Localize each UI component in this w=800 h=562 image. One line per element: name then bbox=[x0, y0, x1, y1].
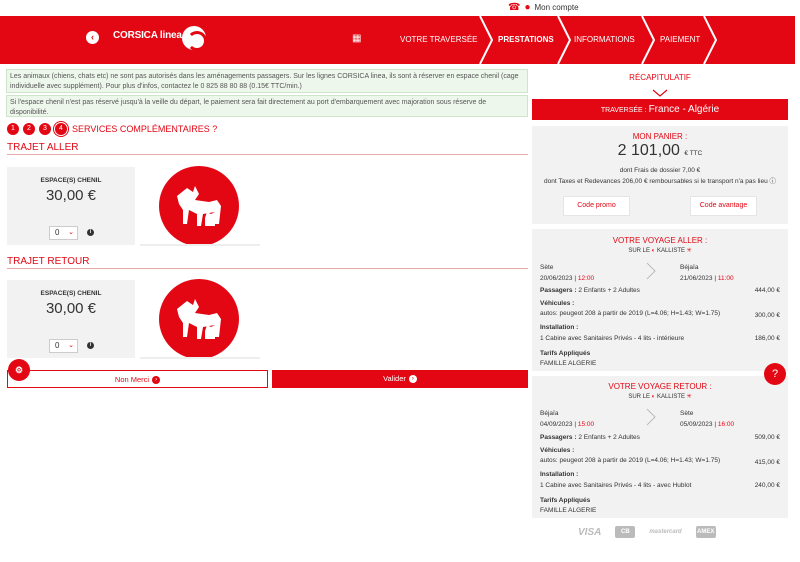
install-label-row bbox=[540, 471, 780, 478]
departure-port bbox=[540, 264, 594, 282]
amex-icon: AMEX bbox=[696, 526, 716, 538]
chevron-down-icon[interactable] bbox=[652, 84, 668, 92]
step-traversee[interactable]: VOTRE TRAVERSÉE bbox=[400, 35, 478, 44]
row-value: autos: peugeot 208 à partir de 2019 (L=4.06; H=1.43; W=1.75) bbox=[540, 457, 721, 464]
row-amount: 186,00 € bbox=[754, 335, 780, 342]
row-value: 1 Cabine avec Sanitaires Privés - 4 lits - avec Hublot bbox=[540, 482, 692, 489]
payment-methods bbox=[578, 526, 716, 538]
mastercard-icon: mastercard bbox=[649, 529, 682, 535]
substep-title: SERVICES COMPLÉMENTAIRES ? bbox=[72, 124, 218, 134]
row-label: Passagers : bbox=[540, 434, 577, 441]
install-label-row bbox=[540, 324, 780, 331]
substep-indicator bbox=[7, 123, 217, 135]
kennel-quantity-select[interactable] bbox=[49, 339, 78, 353]
ship-line bbox=[532, 393, 788, 400]
vehicles-row bbox=[540, 310, 780, 317]
port-time: 16:00 bbox=[717, 421, 735, 428]
star-icon: ✳ bbox=[686, 248, 692, 254]
kennel-label: ESPACE(S) CHENIL bbox=[40, 290, 102, 297]
step-prestations[interactable]: PRESTATIONS bbox=[498, 35, 554, 44]
recap-title[interactable]: RÉCAPITULATIF bbox=[629, 73, 691, 82]
row-label: Tarifs Appliqués bbox=[540, 497, 591, 504]
chevron-down-icon: ⌄ bbox=[68, 342, 74, 349]
trip-title: VOTRE VOYAGE RETOUR : bbox=[608, 382, 712, 391]
dog-cat-icon bbox=[159, 166, 239, 246]
account-link[interactable] bbox=[508, 2, 579, 13]
chevron-down-icon: ⌄ bbox=[68, 229, 74, 236]
outbound-section-title: TRAJET ALLER bbox=[7, 142, 528, 155]
ship-logo-icon: ◐ bbox=[651, 394, 656, 400]
departure-port bbox=[540, 410, 594, 428]
substep-4[interactable]: 4 bbox=[55, 123, 67, 135]
tariff-label-row bbox=[540, 497, 780, 504]
divider bbox=[140, 357, 260, 359]
ship-prefix: SUR LE bbox=[628, 394, 650, 400]
promo-code-button[interactable]: Code promo bbox=[563, 196, 630, 216]
port-name: Béjaïa bbox=[540, 410, 559, 417]
passengers-row bbox=[540, 287, 780, 294]
install-row bbox=[540, 335, 780, 342]
port-time: 15:00 bbox=[577, 421, 595, 428]
back-icon[interactable]: ‹ bbox=[86, 31, 99, 44]
cb-icon: CB bbox=[615, 526, 635, 538]
row-value: 1 Cabine avec Sanitaires Privés - 4 lits - intérieure bbox=[540, 335, 685, 342]
row-label: Installation : bbox=[540, 471, 579, 478]
no-thanks-label: Non Merci bbox=[114, 375, 150, 384]
quantity-value: 0 bbox=[55, 341, 60, 350]
port-date: 20/06/2023 | bbox=[540, 275, 577, 282]
tariff-row bbox=[540, 507, 780, 514]
step-separator-icon bbox=[478, 16, 494, 64]
trip-title: VOTRE VOYAGE ALLER : bbox=[612, 236, 708, 245]
kennel-quantity-select[interactable] bbox=[49, 226, 78, 240]
ship-name: KALLISTE bbox=[656, 248, 685, 254]
row-value: autos: peugeot 208 à partir de 2019 (L=4.06; H=1.43; W=1.75) bbox=[540, 310, 721, 317]
outbound-trip-panel bbox=[532, 229, 788, 371]
port-date: 04/09/2023 | bbox=[540, 421, 577, 428]
calendar-icon[interactable]: ▦ bbox=[352, 33, 362, 44]
row-value: 2 Enfants + 2 Adultes bbox=[578, 287, 640, 294]
step-separator-icon bbox=[556, 16, 572, 64]
step-separator-icon bbox=[702, 16, 718, 64]
no-thanks-button[interactable] bbox=[7, 370, 268, 388]
chevron-right-icon: › bbox=[152, 376, 160, 384]
row-amount: 300,00 € bbox=[754, 312, 780, 319]
star-icon: ✳ bbox=[686, 394, 692, 400]
animals-notice: Les animaux (chiens, chats etc) ne sont pas autorisés dans les aménagements passagers. Sur les lignes CORSICA linea, ils sont à réserver en espace chenil (cage individuelle avec supplément). Pour plus d'infos, contactez le 0 825 88 80 88 (0.15€ TTC/min.) bbox=[6, 69, 528, 93]
row-amount: 240,00 € bbox=[754, 482, 780, 489]
validate-label: Valider bbox=[383, 374, 406, 383]
step-separator-icon bbox=[640, 16, 656, 64]
logo-mark-icon bbox=[182, 26, 206, 50]
user-icon: ● bbox=[524, 2, 531, 13]
info-icon[interactable]: ⓘ bbox=[769, 178, 776, 185]
help-button[interactable]: ? bbox=[764, 363, 786, 385]
fees-line: dont Frais de dossier 7,00 € bbox=[619, 167, 701, 174]
ship-prefix: SUR LE bbox=[628, 248, 650, 254]
substep-2[interactable]: 2 bbox=[23, 123, 35, 135]
install-row bbox=[540, 482, 780, 489]
substep-3[interactable]: 3 bbox=[39, 123, 51, 135]
row-amount: 444,00 € bbox=[754, 287, 780, 294]
phone-icon[interactable]: ☎ bbox=[508, 2, 521, 13]
account-label[interactable]: Mon compte bbox=[534, 3, 579, 12]
row-value: 2 Enfants + 2 Adultes bbox=[578, 434, 640, 441]
arrow-right-icon bbox=[646, 408, 656, 426]
traversee-prefix: TRAVERSÉE : bbox=[600, 107, 647, 114]
traversee-route: France - Algérie bbox=[648, 104, 720, 115]
row-label: Installation : bbox=[540, 324, 579, 331]
outbound-kennel-card bbox=[7, 167, 135, 245]
dog-cat-icon bbox=[159, 279, 239, 359]
step-informations[interactable]: INFORMATIONS bbox=[574, 35, 635, 44]
row-label: Véhicules : bbox=[540, 447, 575, 454]
logo[interactable]: CORSICA linea bbox=[113, 30, 182, 41]
row-label: Passagers : bbox=[540, 287, 577, 294]
row-label: Véhicules : bbox=[540, 300, 575, 307]
arrival-port bbox=[680, 264, 734, 282]
return-trip-panel bbox=[532, 376, 788, 518]
step-paiement[interactable]: PAIEMENT bbox=[660, 35, 701, 44]
port-date: 21/06/2023 | bbox=[680, 275, 717, 282]
ship-line bbox=[532, 247, 788, 254]
ship-logo-icon: ◐ bbox=[651, 248, 656, 254]
validate-button[interactable] bbox=[272, 370, 528, 388]
row-amount: 415,00 € bbox=[754, 459, 780, 466]
row-value: FAMILLE ALGERIE bbox=[540, 507, 597, 514]
kennel-notice: Si l'espace chenil n'est pas réservé jusqu'à la veille du départ, le paiement sera fait directement au port d'embarquement avec majoration sous réserve de disponibilité. bbox=[6, 95, 528, 117]
divider bbox=[140, 244, 260, 246]
tariff-label-row bbox=[540, 350, 780, 357]
cart-panel bbox=[532, 126, 788, 224]
port-name: Sète bbox=[680, 410, 694, 417]
kennel-label: ESPACE(S) CHENIL bbox=[40, 177, 102, 184]
row-label: Tarifs Appliqués bbox=[540, 350, 591, 357]
row-amount: 509,00 € bbox=[754, 434, 780, 441]
cart-title: MON PANIER : bbox=[632, 132, 688, 141]
tariff-row bbox=[540, 360, 780, 367]
total-value: 2 101,00 bbox=[617, 142, 680, 159]
substep-1[interactable]: 1 bbox=[7, 123, 19, 135]
quantity-value: 0 bbox=[55, 228, 60, 237]
arrival-port bbox=[680, 410, 734, 428]
taxes-text: dont Taxes et Redevances 206,00 € remboursables si le transport n'a pas lieu bbox=[543, 178, 768, 185]
vehicles-label-row bbox=[540, 300, 780, 307]
cart-total bbox=[532, 142, 788, 160]
visa-icon: VISA bbox=[578, 526, 602, 538]
passengers-row bbox=[540, 434, 780, 441]
traversee-banner bbox=[532, 99, 788, 120]
main-navigation bbox=[0, 16, 795, 64]
total-suffix: € TTC bbox=[684, 150, 703, 157]
info-icon[interactable]: i bbox=[87, 342, 94, 349]
chevron-right-icon: › bbox=[409, 375, 417, 383]
taxes-line bbox=[542, 177, 778, 186]
return-section-title: TRAJET RETOUR bbox=[7, 256, 528, 269]
port-date: 05/09/2023 | bbox=[680, 421, 717, 428]
vehicles-label-row bbox=[540, 447, 780, 454]
info-icon[interactable]: i bbox=[87, 229, 94, 236]
return-kennel-card bbox=[7, 280, 135, 358]
ship-name: KALLISTE bbox=[656, 394, 685, 400]
vehicles-row bbox=[540, 457, 780, 464]
kennel-price: 30,00 € bbox=[45, 187, 97, 204]
port-time: 12:00 bbox=[577, 275, 595, 282]
advantage-code-button[interactable]: Code avantage bbox=[690, 196, 757, 216]
top-bar bbox=[0, 0, 800, 16]
port-time: 11:00 bbox=[717, 275, 734, 282]
port-name: Sète bbox=[540, 264, 554, 271]
port-name: Béjaïa bbox=[680, 264, 699, 271]
row-value: FAMILLE ALGERIE bbox=[540, 360, 597, 367]
arrow-right-icon bbox=[646, 262, 656, 280]
cookie-settings-icon[interactable]: ⚙ bbox=[8, 359, 30, 381]
kennel-price: 30,00 € bbox=[45, 300, 97, 317]
